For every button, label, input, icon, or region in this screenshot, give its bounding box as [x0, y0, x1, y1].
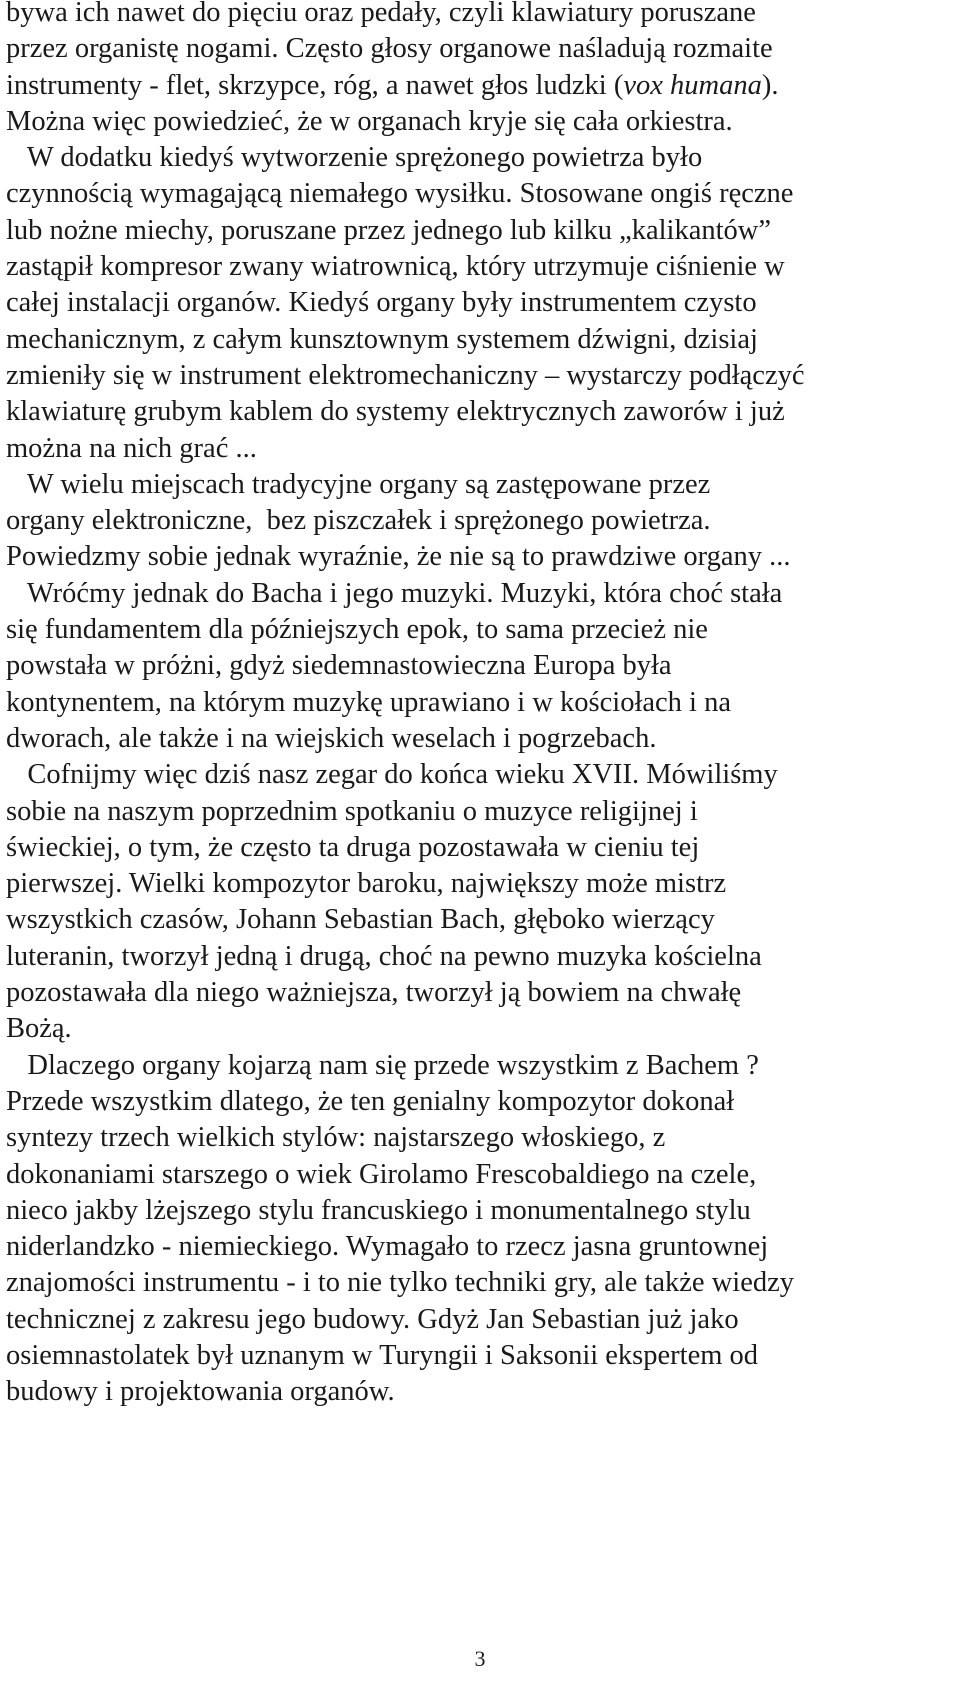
- text-line: Bożą.: [6, 1013, 72, 1045]
- text-line: Powiedzmy sobie jednak wyraźnie, że nie są to prawdziwe organy ...: [6, 541, 791, 573]
- text-line: można na nich grać ...: [6, 432, 257, 464]
- text-line: sobie na naszym poprzednim spotkaniu o muzyce religijnej i: [6, 795, 698, 827]
- text-line: kontynentem, na którym muzykę uprawiano i w kościołach i na: [6, 686, 731, 718]
- page-number: 3: [474, 1646, 486, 1671]
- text-line: luteranin, tworzył jedną i drugą, choć na pewno muzyka kościelna: [6, 940, 762, 972]
- text-line: całej instalacji organów. Kiedyś organy były instrumentem czysto: [6, 287, 757, 319]
- text-line: lub nożne miechy, poruszane przez jednego lub kilku „kalikantów”: [6, 214, 772, 246]
- text-line: Można więc powiedzieć, że w organach kryje się cała orkiestra.: [6, 105, 733, 137]
- text-line: zastąpił kompresor zwany wiatrownicą, który utrzymuje ciśnienie w: [6, 251, 785, 283]
- text-line: technicznej z zakresu jego budowy. Gdyż Jan Sebastian już jako: [6, 1303, 739, 1335]
- text-line: syntezy trzech wielkich stylów: najstarszego włoskiego, z: [6, 1122, 666, 1154]
- text-line: przez organistę nogami. Często głosy organowe naśladują rozmaite: [6, 33, 773, 65]
- text-line: W wielu miejscach tradycyjne organy są zastępowane przez: [6, 468, 711, 500]
- text-line: Cofnijmy więc dziś nasz zegar do końca wieku XVII. Mówiliśmy: [6, 759, 778, 791]
- text-line: się fundamentem dla późniejszych epok, to sama przecież nie: [6, 614, 708, 646]
- text-line: pierwszej. Wielki kompozytor baroku, największy może mistrz: [6, 868, 727, 900]
- text-line: organy elektroniczne, bez piszczałek i sprężonego powietrza.: [6, 505, 711, 537]
- text-line: niderlandzko - niemieckiego. Wymagało to rzecz jasna gruntownej: [6, 1231, 769, 1263]
- text-line: mechanicznym, z całym kunsztownym systemem dźwigni, dzisiaj: [6, 323, 758, 355]
- text-line: nieco jakby lżejszego stylu francuskiego i monumentalnego stylu: [6, 1194, 751, 1226]
- text-line: klawiaturę grubym kablem do systemy elektrycznych zaworów i już: [6, 396, 785, 428]
- text-line: czynnością wymagającą niemałego wysiłku. Stosowane ongiś ręczne: [6, 178, 794, 210]
- text-line: dokonaniami starszego o wiek Girolamo Frescobaldiego na czele,: [6, 1158, 757, 1190]
- text-line: Dlaczego organy kojarzą nam się przede wszystkim z Bachem ?: [6, 1049, 759, 1081]
- text-line: osiemnastolatek był uznanym w Turyngii i Saksonii ekspertem od: [6, 1339, 759, 1371]
- text-line: Przede wszystkim dlatego, że ten genialny kompozytor dokonał: [6, 1085, 735, 1117]
- text-line: wszystkich czasów, Johann Sebastian Bach, głęboko wierzący: [6, 904, 715, 936]
- body-text: [6, 0, 946, 1411]
- text-line: zmieniły się w instrument elektromechaniczny – wystarczy podłączyć: [6, 359, 805, 391]
- text-line: pozostawała dla niego ważniejsza, tworzył ją bowiem na chwałę: [6, 977, 742, 1009]
- text-line: świeckiej, o tym, że często ta druga pozostawała w cieniu tej: [6, 831, 700, 863]
- text-line: powstała w próżni, gdyż siedemnastowieczna Europa była: [6, 650, 672, 682]
- text-line: Wróćmy jednak do Bacha i jego muzyki. Muzyki, która choć stała: [6, 577, 783, 609]
- text-line: budowy i projektowania organów.: [6, 1376, 395, 1408]
- text-line: bywa ich nawet do pięciu oraz pedały, czyli klawiatury poruszane: [6, 0, 756, 28]
- text-line: dworach, ale także i na wiejskich weselach i pogrzebach.: [6, 722, 657, 754]
- text-line: instrumenty - flet, skrzypce, róg, a nawet głos ludzki (vox humana).: [6, 69, 779, 101]
- italic-term: vox humana: [623, 69, 762, 101]
- text-line: W dodatku kiedyś wytworzenie sprężonego powietrza było: [6, 142, 703, 174]
- text-line: znajomości instrumentu - i to nie tylko techniki gry, ale także wiedzy: [6, 1267, 795, 1299]
